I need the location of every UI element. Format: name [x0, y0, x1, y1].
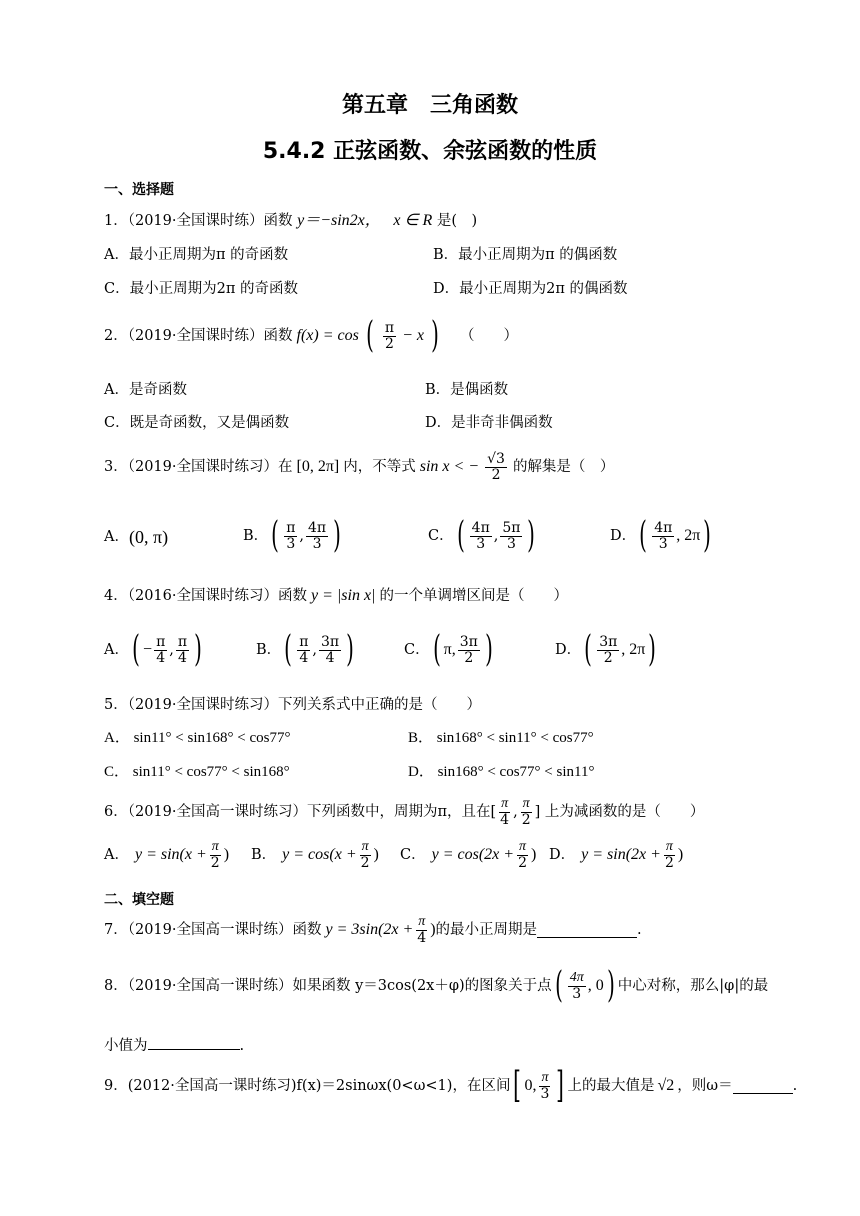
- q5-option-c: C． sin11° < cos77° < sin168°: [104, 764, 290, 780]
- q1-stem-text: 1．（2019·全国课时练）函数: [104, 213, 293, 229]
- section-fill-heading: 二、填空题: [104, 892, 174, 908]
- q1-option-a: A．最小正周期为π 的奇函数: [104, 247, 289, 263]
- q2-option-d: D．是非奇非偶函数: [425, 415, 553, 431]
- q2-option-c: C．既是奇函数，又是偶函数: [104, 415, 290, 431]
- q2-formula-left: f(x) = cos: [296, 327, 359, 344]
- question-4-stem: [104, 588, 568, 604]
- q3-option-d: D． ( $\frac{4\pi}{3}$ , 2π ): [610, 515, 712, 556]
- q6-option-d: D． y = sin(2x + $\frac{\pi}{2}$ ): [549, 839, 684, 871]
- q4-formula: y = |sin x|: [311, 587, 376, 604]
- q3-stem-mid: 内，不等式: [343, 458, 416, 475]
- q1-option-c: C．最小正周期为2π 的奇函数: [104, 281, 298, 297]
- question-8-stem: 8．（2019·全国高一课时练）如果函数 y＝3cos(2x＋φ)的图象关于点 ( $\frac{4\pi}{3}$ , 0 ) 中心对称，那么|φ|的最: [104, 965, 769, 1006]
- q2-option-b: B．是偶函数: [425, 382, 509, 398]
- question-8-line2: 小值为 .: [104, 1035, 244, 1054]
- q1-option-d: D．最小正周期为2π 的偶函数: [433, 281, 628, 297]
- q6-option-c: C． y = cos(2x + $\frac{\pi}{2}$ ): [400, 839, 537, 871]
- q1-option-b: B．最小正周期为π 的偶函数: [433, 247, 618, 263]
- q4-option-c: C． ( π, $\frac{3\pi}{2}$ ): [404, 629, 493, 670]
- q3-stem-text: 3．（2019·全国课时练习）在: [104, 458, 293, 475]
- q2-fraction: $\frac{\pi}{2}$: [384, 319, 395, 352]
- question-9-stem: 9．(2012·全国高一课时练习)f(x)＝2sinωx(0<ω<1)，在区间 [ 0, $\frac{\pi}{3}$ ] 上的最大值是 √2 ，则ω＝ .: [104, 1065, 798, 1106]
- q3-fraction: $\frac{√3}{2}$: [487, 451, 505, 483]
- question-1-stem: [104, 213, 477, 229]
- q3-option-c: C． ( $\frac{4\pi}{3}$ , $\frac{5\pi}{3}$ ): [428, 515, 536, 556]
- chapter-title: 第五章 三角函数: [341, 93, 518, 118]
- q1-formula: y＝−sin2x，: [297, 212, 381, 229]
- q8-answer-blank[interactable]: [148, 1035, 240, 1050]
- q4-option-b: B． ( $\frac{\pi}{4}$ , $\frac{3\pi}{4}$ ): [256, 629, 355, 670]
- q3-interval: [0, 2π]: [296, 458, 340, 476]
- question-3-stem: [104, 452, 614, 482]
- q3-option-b: B． ( $\frac{\pi}{3}$ , $\frac{4\pi}{3}$ ): [243, 515, 342, 556]
- question-6-stem: 6．（2019·全国高一课时练习）下列函数中，周期为π，且在[ $\frac{\pi}{4}$ , $\frac{\pi}{2}$ ] 上为减函数的是（ ）: [104, 796, 705, 828]
- q2-stem-text: 2．（2019·全国课时练）函数: [104, 327, 293, 344]
- section-title: 5.4.2 正弦函数、余弦函数的性质: [262, 139, 598, 164]
- q4-stem-text: 4．（2016·全国课时练习）函数: [104, 587, 307, 604]
- q6-option-a: A． y = sin(x + $\frac{\pi}{2}$ ): [104, 839, 230, 871]
- q4-stem-end: 的一个单调增区间是（ ）: [379, 587, 568, 604]
- q9-answer-blank[interactable]: [733, 1079, 793, 1094]
- q4-option-a: A． ( − $\frac{\pi}{4}$ , $\frac{\pi}{4}$ ): [104, 629, 202, 670]
- question-7-stem: 7．（2019·全国高一课时练）函数 y = 3sin(2x + $\frac{\pi}{4}$ ) 的最小正周期是 .: [104, 914, 642, 946]
- q3-stem-end: 的解集是（ ）: [512, 458, 615, 475]
- question-5-stem: 5．（2019·全国课时练习）下列关系式中正确的是（ ）: [104, 697, 481, 713]
- q5-option-b: B． sin168° < sin11° < cos77°: [408, 730, 594, 746]
- q1-domain: x ∈ R: [393, 212, 433, 229]
- q2-option-a: A．是奇函数: [104, 382, 187, 398]
- q6-option-b: B． y = cos(x + $\frac{\pi}{2}$ ): [251, 839, 379, 871]
- q4-option-d: D． ( $\frac{3\pi}{2}$ , 2π ): [555, 629, 657, 670]
- q1-stem-end: 是( ): [436, 213, 478, 229]
- q7-answer-blank[interactable]: [537, 923, 637, 938]
- q3-inequality: sin x < −: [419, 458, 480, 476]
- q3-option-a: A． (0, π): [104, 527, 169, 547]
- question-2-stem: 2．（2019·全国课时练）函数 f(x) = cos ( $\frac{\pi}{2}$ − x ) （ ）: [104, 315, 519, 356]
- section-choice-heading: 一、选择题: [104, 182, 174, 198]
- q2-stem-end: （ ）: [460, 327, 519, 344]
- q2-formula-right: − x: [402, 327, 424, 344]
- q5-option-a: A． sin11° < sin168° < cos77°: [104, 730, 291, 746]
- q5-option-d: D． sin168° < cos77° < sin11°: [408, 764, 595, 780]
